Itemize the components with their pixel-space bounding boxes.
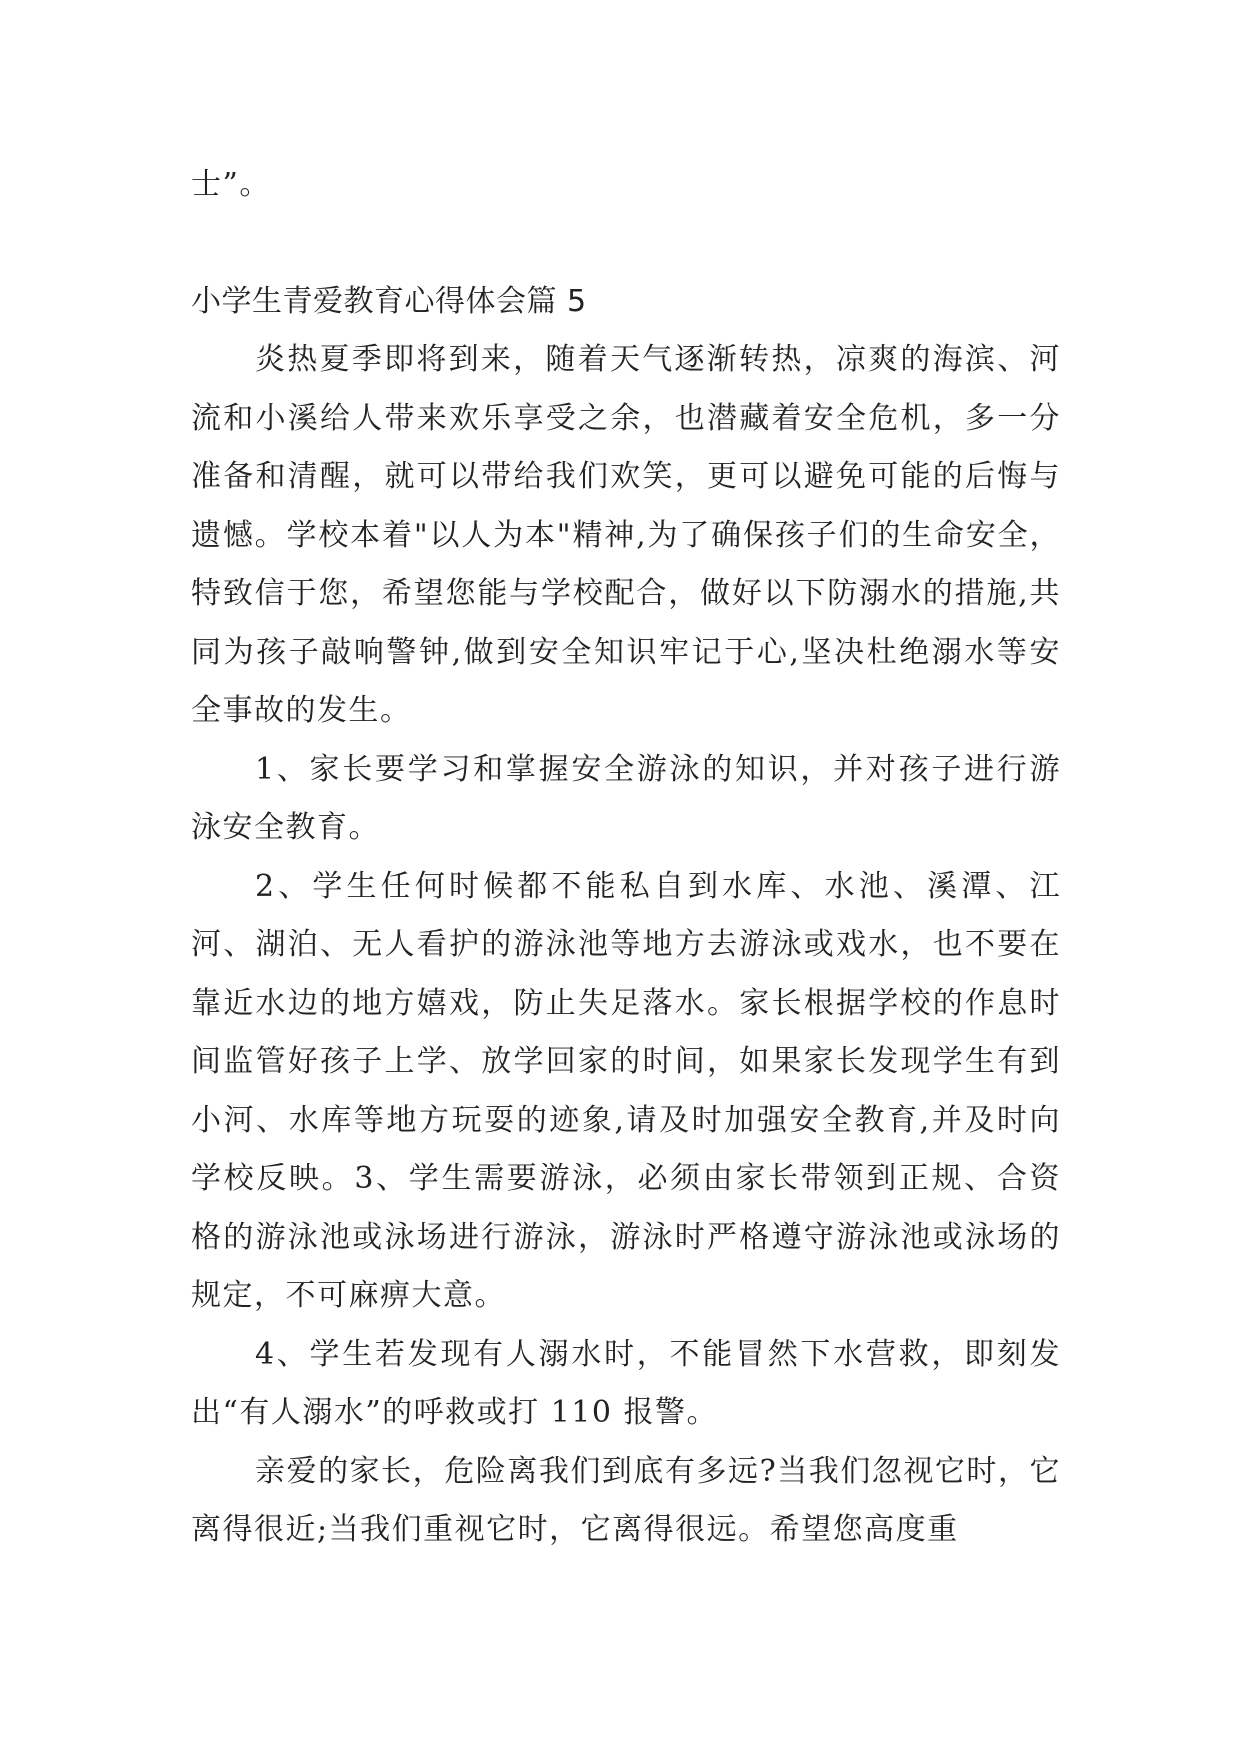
- paragraph-item-2: 2、学生任何时候都不能私自到水库、水池、溪潭、江河、湖泊、无人看护的游泳池等地方去游泳或戏水，也不要在靠近水边的地方嬉戏，防止失足落水。家长根据学校的作息时间监管好孩子上学、放学回家的时间，如果家长发现学生有到小河、水库等地方玩耍的迹象,请及时加强安全教育,并及时向学校反映。3、学生需要游泳，必须由家长带领到正规、合资格的游泳池或泳场进行游泳，游泳时严格遵守游泳池或泳场的规定，不可麻痹大意。: [191, 868, 1061, 1313]
- document-body: [191, 156, 1061, 1560]
- paragraph-item-1: 1、家长要学习和掌握安全游泳的知识，并对孩子进行游泳安全教育。: [191, 751, 1061, 845]
- blank-line: [191, 214, 1061, 273]
- paragraph-closing: 亲爱的家长，危险离我们到底有多远?当我们忽视它时，它离得很近;当我们重视它时，它离得很远。希望您高度重: [191, 1453, 1061, 1547]
- paragraph-intro: 炎热夏季即将到来，随着天气逐渐转热，凉爽的海滨、河流和小溪给人带来欢乐享受之余，也潜藏着安全危机，多一分准备和清醒，就可以带给我们欢笑，更可以避免可能的后悔与遗憾。学校本着"以人为本"精神,为了确保孩子们的生命安全，特致信于您，希望您能与学校配合，做好以下防溺水的措施,共同为孩子敲响警钟,做到安全知识牢记于心,坚决杜绝溺水等安全事故的发生。: [191, 342, 1061, 728]
- continuation-text: 士”。: [191, 166, 271, 202]
- paragraph-item-4: 4、学生若发现有人溺水时，不能冒然下水营救，即刻发出“有人溺水”的呼救或打 110 报警。: [191, 1336, 1061, 1430]
- section-title: 小学生青爱教育心得体会篇 5: [191, 283, 587, 319]
